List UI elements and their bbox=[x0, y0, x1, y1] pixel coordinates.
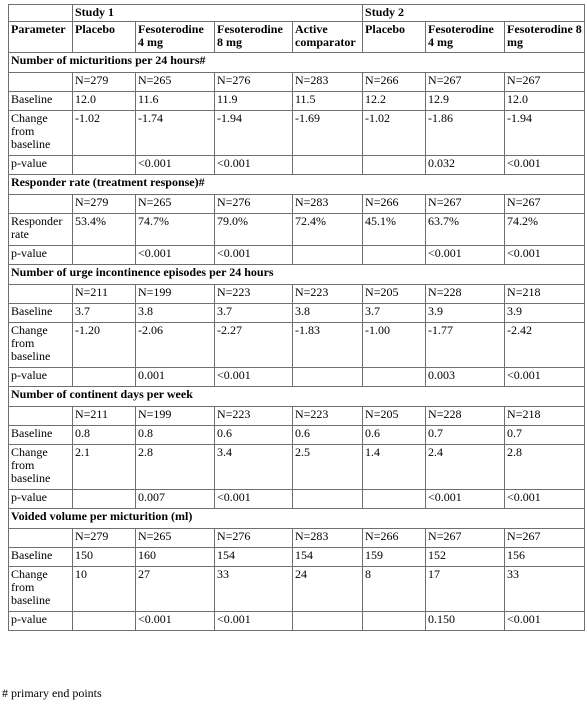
table-cell: <0.001 bbox=[505, 490, 585, 509]
table-cell: N=283 bbox=[293, 73, 363, 92]
table-cell: 3.8 bbox=[293, 304, 363, 323]
table-cell: 12.2 bbox=[363, 92, 426, 111]
table-row bbox=[9, 612, 585, 631]
table-row bbox=[9, 323, 585, 368]
table-cell: 3.7 bbox=[363, 304, 426, 323]
table-cell: 11.6 bbox=[136, 92, 215, 111]
table-cell bbox=[293, 490, 363, 509]
table-cell: 156 bbox=[505, 548, 585, 567]
table-cell: <0.001 bbox=[215, 612, 293, 631]
section-title-row bbox=[9, 387, 585, 407]
table-cell: N=223 bbox=[215, 285, 293, 304]
table-cell: 159 bbox=[363, 548, 426, 567]
table-cell: 2.8 bbox=[136, 445, 215, 490]
row-label: p-value bbox=[9, 368, 73, 387]
section-title-row bbox=[9, 509, 585, 529]
table-cell: N=265 bbox=[136, 73, 215, 92]
placebo1-header: Placebo bbox=[73, 22, 136, 53]
table-cell: 12.0 bbox=[73, 92, 136, 111]
table-cell bbox=[73, 368, 136, 387]
empty-cell bbox=[9, 5, 73, 22]
table-cell: -1.69 bbox=[293, 111, 363, 156]
table-row bbox=[9, 567, 585, 612]
row-label: Change from baseline bbox=[9, 111, 73, 156]
table-cell: 11.9 bbox=[215, 92, 293, 111]
table-cell bbox=[363, 368, 426, 387]
table-cell bbox=[363, 612, 426, 631]
table-cell: N=266 bbox=[363, 529, 426, 548]
table-cell: 160 bbox=[136, 548, 215, 567]
row-label: Change from baseline bbox=[9, 567, 73, 612]
table-cell: N=228 bbox=[426, 285, 505, 304]
feso4-1-header: Fesoterodine 4 mg bbox=[136, 22, 215, 53]
table-cell: <0.001 bbox=[136, 246, 215, 265]
table-row bbox=[9, 246, 585, 265]
table-cell: <0.001 bbox=[215, 246, 293, 265]
table-cell: N=223 bbox=[293, 407, 363, 426]
table-cell: 45.1% bbox=[363, 214, 426, 246]
table-cell: 2.5 bbox=[293, 445, 363, 490]
row-label bbox=[9, 285, 73, 304]
table-cell: 0.8 bbox=[73, 426, 136, 445]
table-cell bbox=[293, 612, 363, 631]
table-cell: N=279 bbox=[73, 529, 136, 548]
table-row bbox=[9, 92, 585, 111]
section-title-row bbox=[9, 265, 585, 285]
table-cell: 63.7% bbox=[426, 214, 505, 246]
table-row bbox=[9, 285, 585, 304]
table-cell: 0.7 bbox=[505, 426, 585, 445]
table-cell: 150 bbox=[73, 548, 136, 567]
section-title: Number of urge incontinence episodes per 24 hours bbox=[9, 265, 585, 285]
table-cell: N=279 bbox=[73, 73, 136, 92]
table-row bbox=[9, 407, 585, 426]
table-cell: <0.001 bbox=[505, 246, 585, 265]
placebo2-header: Placebo bbox=[363, 22, 426, 53]
section-title-row bbox=[9, 175, 585, 195]
table-cell: 3.9 bbox=[426, 304, 505, 323]
table-cell: 53.4% bbox=[73, 214, 136, 246]
study-header-row bbox=[9, 5, 585, 22]
column-header-row bbox=[9, 22, 585, 53]
table-cell: -2.06 bbox=[136, 323, 215, 368]
feso8-2-header: Fesoterodine 8 mg bbox=[505, 22, 585, 53]
table-cell: -1.77 bbox=[426, 323, 505, 368]
table-cell: N=199 bbox=[136, 285, 215, 304]
section-title: Number of micturitions per 24 hours# bbox=[9, 53, 585, 73]
table-cell bbox=[363, 156, 426, 175]
table-cell bbox=[363, 490, 426, 509]
table-cell: 3.8 bbox=[136, 304, 215, 323]
table-cell: N=267 bbox=[505, 529, 585, 548]
table-cell: <0.001 bbox=[505, 156, 585, 175]
table-cell: 0.150 bbox=[426, 612, 505, 631]
table-cell: 3.9 bbox=[505, 304, 585, 323]
row-label bbox=[9, 73, 73, 92]
table-row bbox=[9, 156, 585, 175]
table-cell: -1.74 bbox=[136, 111, 215, 156]
table-cell: 2.4 bbox=[426, 445, 505, 490]
table-row bbox=[9, 490, 585, 509]
table-cell: 0.032 bbox=[426, 156, 505, 175]
table-cell: N=267 bbox=[426, 73, 505, 92]
table-cell: N=211 bbox=[73, 285, 136, 304]
table-row bbox=[9, 195, 585, 214]
table-cell bbox=[73, 156, 136, 175]
table-cell bbox=[73, 490, 136, 509]
table-row bbox=[9, 73, 585, 92]
table-cell: <0.001 bbox=[426, 246, 505, 265]
table-cell: 72.4% bbox=[293, 214, 363, 246]
efficacy-results-table bbox=[8, 4, 585, 631]
table-cell: 27 bbox=[136, 567, 215, 612]
table-cell: 2.8 bbox=[505, 445, 585, 490]
table-cell: <0.001 bbox=[136, 612, 215, 631]
table-cell: 0.003 bbox=[426, 368, 505, 387]
table-cell: N=267 bbox=[505, 195, 585, 214]
table-cell: -1.83 bbox=[293, 323, 363, 368]
table-cell: 79.0% bbox=[215, 214, 293, 246]
table-cell: 0.6 bbox=[363, 426, 426, 445]
section-title: Responder rate (treatment response)# bbox=[9, 175, 585, 195]
table-cell: N=267 bbox=[426, 195, 505, 214]
study1-header: Study 1 bbox=[73, 5, 363, 22]
table-cell: 0.6 bbox=[215, 426, 293, 445]
table-cell: 12.0 bbox=[505, 92, 585, 111]
table-cell: 2.1 bbox=[73, 445, 136, 490]
table-cell: -1.00 bbox=[363, 323, 426, 368]
table-cell: N=265 bbox=[136, 529, 215, 548]
table-cell: 0.001 bbox=[136, 368, 215, 387]
table-cell: 10 bbox=[73, 567, 136, 612]
table-cell: <0.001 bbox=[505, 368, 585, 387]
row-label: Change from baseline bbox=[9, 445, 73, 490]
table-row bbox=[9, 111, 585, 156]
row-label: Baseline bbox=[9, 548, 73, 567]
table-cell: N=283 bbox=[293, 529, 363, 548]
section-title: Voided volume per micturition (ml) bbox=[9, 509, 585, 529]
table-cell: -1.86 bbox=[426, 111, 505, 156]
row-label: Baseline bbox=[9, 92, 73, 111]
parameter-header: Parameter bbox=[9, 22, 73, 53]
table-cell: N=267 bbox=[426, 529, 505, 548]
table-cell: 74.7% bbox=[136, 214, 215, 246]
table-cell: N=279 bbox=[73, 195, 136, 214]
active-comparator-header: Active comparator bbox=[293, 22, 363, 53]
row-label: Change from baseline bbox=[9, 323, 73, 368]
table-cell: 0.007 bbox=[136, 490, 215, 509]
row-label: Baseline bbox=[9, 426, 73, 445]
table-row bbox=[9, 445, 585, 490]
table-cell: N=218 bbox=[505, 407, 585, 426]
section-title-row bbox=[9, 53, 585, 73]
table-cell: -2.27 bbox=[215, 323, 293, 368]
table-cell: N=276 bbox=[215, 529, 293, 548]
table-cell: 11.5 bbox=[293, 92, 363, 111]
table-cell: 0.8 bbox=[136, 426, 215, 445]
section-title: Number of continent days per week bbox=[9, 387, 585, 407]
table-cell: N=267 bbox=[505, 73, 585, 92]
row-label bbox=[9, 195, 73, 214]
table-cell: 24 bbox=[293, 567, 363, 612]
table-cell bbox=[73, 246, 136, 265]
table-cell bbox=[293, 368, 363, 387]
table-cell: 152 bbox=[426, 548, 505, 567]
table-cell: 74.2% bbox=[505, 214, 585, 246]
table-cell: <0.001 bbox=[215, 156, 293, 175]
table-cell: 3.4 bbox=[215, 445, 293, 490]
feso8-1-header: Fesoterodine 8 mg bbox=[215, 22, 293, 53]
table-cell: N=205 bbox=[363, 407, 426, 426]
table-cell: 0.6 bbox=[293, 426, 363, 445]
row-label: Baseline bbox=[9, 304, 73, 323]
table-row bbox=[9, 368, 585, 387]
feso4-2-header: Fesoterodine 4 mg bbox=[426, 22, 505, 53]
table-cell: 3.7 bbox=[73, 304, 136, 323]
table-cell: -1.94 bbox=[505, 111, 585, 156]
row-label: p-value bbox=[9, 612, 73, 631]
table-cell: N=218 bbox=[505, 285, 585, 304]
table-cell: 12.9 bbox=[426, 92, 505, 111]
table-row bbox=[9, 426, 585, 445]
table-cell: 0.7 bbox=[426, 426, 505, 445]
table-cell: N=266 bbox=[363, 73, 426, 92]
table-cell bbox=[293, 246, 363, 265]
table-cell: 8 bbox=[363, 567, 426, 612]
table-row bbox=[9, 548, 585, 567]
table-cell bbox=[293, 156, 363, 175]
table-cell: <0.001 bbox=[426, 490, 505, 509]
table-cell: -1.94 bbox=[215, 111, 293, 156]
table-cell: N=283 bbox=[293, 195, 363, 214]
table-cell: -1.02 bbox=[363, 111, 426, 156]
table-cell: N=276 bbox=[215, 73, 293, 92]
table-cell: N=199 bbox=[136, 407, 215, 426]
table-cell: <0.001 bbox=[215, 368, 293, 387]
table-cell: N=205 bbox=[363, 285, 426, 304]
table-cell: N=223 bbox=[215, 407, 293, 426]
row-label bbox=[9, 407, 73, 426]
row-label: p-value bbox=[9, 246, 73, 265]
table-cell: N=211 bbox=[73, 407, 136, 426]
table-cell: N=265 bbox=[136, 195, 215, 214]
table-cell: <0.001 bbox=[136, 156, 215, 175]
table-cell bbox=[73, 612, 136, 631]
row-label: p-value bbox=[9, 490, 73, 509]
table-cell: 33 bbox=[505, 567, 585, 612]
row-label bbox=[9, 529, 73, 548]
table-cell bbox=[363, 246, 426, 265]
table-cell: N=228 bbox=[426, 407, 505, 426]
table-cell: <0.001 bbox=[215, 490, 293, 509]
table-cell: N=223 bbox=[293, 285, 363, 304]
table-cell: -2.42 bbox=[505, 323, 585, 368]
table-row bbox=[9, 304, 585, 323]
table-cell: N=276 bbox=[215, 195, 293, 214]
table-cell: N=266 bbox=[363, 195, 426, 214]
row-label: p-value bbox=[9, 156, 73, 175]
table-cell: 154 bbox=[215, 548, 293, 567]
table-row bbox=[9, 214, 585, 246]
table-cell: <0.001 bbox=[505, 612, 585, 631]
table-cell: 3.7 bbox=[215, 304, 293, 323]
table-cell: 33 bbox=[215, 567, 293, 612]
table-row bbox=[9, 529, 585, 548]
table-cell: -1.02 bbox=[73, 111, 136, 156]
row-label: Responder rate bbox=[9, 214, 73, 246]
study2-header: Study 2 bbox=[363, 5, 585, 22]
table-cell: 154 bbox=[293, 548, 363, 567]
table-cell: 1.4 bbox=[363, 445, 426, 490]
table-cell: -1.20 bbox=[73, 323, 136, 368]
footnote: # primary end points bbox=[2, 686, 102, 700]
table-cell: 17 bbox=[426, 567, 505, 612]
